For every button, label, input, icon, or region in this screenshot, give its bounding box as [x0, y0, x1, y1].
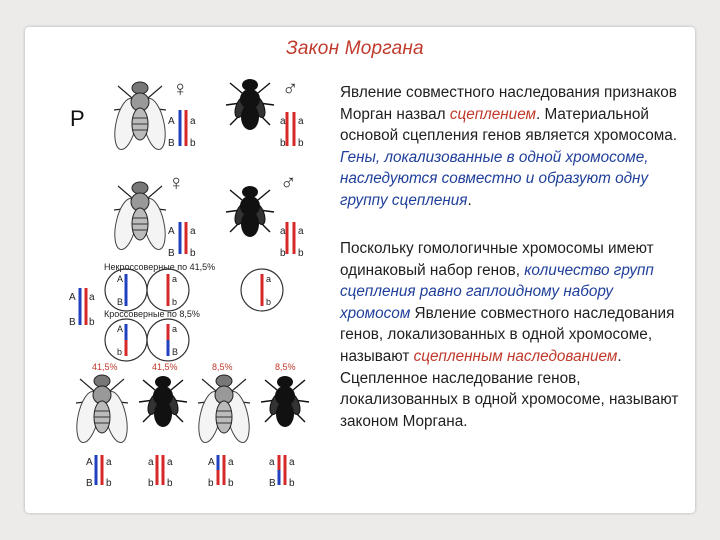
p-label: P [70, 106, 85, 131]
gene-label-b: b [190, 138, 196, 149]
p2-groups-rule: количество групп сцепления равно гаплоидному набору хромосом [340, 261, 654, 322]
gene-label-b: b [280, 138, 286, 149]
crossover-label: Кроссоверные по 8,5% [104, 309, 200, 319]
p1-text-2: . Материальной основой сцепления генов является хромосома. [340, 105, 678, 145]
offspring-fly-gray-short [195, 375, 253, 445]
gene-label-B: B [172, 347, 179, 357]
female-fly-hybrid [111, 182, 169, 252]
gene-label-a: a [167, 457, 173, 468]
gamete-aB [147, 319, 189, 361]
male-symbol-icon: ♂ [280, 170, 297, 195]
male-symbol-icon: ♂ [282, 76, 299, 101]
left-chromosome-pair [80, 288, 86, 325]
p1-term-linkage: сцеплением [449, 105, 537, 123]
offspring-pct-1: 41,5% [92, 362, 118, 372]
female-symbol-icon: ♀ [172, 76, 189, 101]
gene-label-b: b [106, 478, 112, 489]
gene-label-A: A [86, 457, 93, 468]
gene-label-B: B [117, 297, 124, 307]
gene-label-a: a [148, 457, 154, 468]
gene-label-a: a [280, 226, 286, 237]
offspring-chromosomes-2 [157, 455, 163, 485]
gene-label-a: a [172, 274, 178, 284]
chromosomes-AB-ab-f1 [180, 222, 186, 254]
gene-label-A: A [117, 324, 124, 334]
gene-label-a: a [106, 457, 112, 468]
gene-label-b: b [298, 138, 304, 149]
p1-text-1: Явление совместного наследования признаков Морган назвал [340, 84, 677, 123]
gene-label-B: B [269, 478, 276, 489]
gamete-ab [147, 269, 189, 311]
gamete-Ab [105, 319, 147, 361]
gene-label-a: a [190, 116, 196, 127]
gene-label-a: a [289, 457, 295, 468]
gene-label-b: b [298, 248, 304, 259]
offspring-pct-2: 41,5% [152, 362, 178, 372]
offspring-chromosomes-1 [96, 455, 102, 485]
gene-label-a: a [298, 226, 304, 237]
offspring-fly-gray-long [73, 375, 131, 445]
gene-label-b: b [190, 248, 196, 259]
noncrossover-label: Некроссоверные по 41,5% [104, 262, 216, 272]
gene-label-A: A [168, 226, 175, 237]
gene-label-a: a [190, 226, 196, 237]
gene-label-B: B [69, 317, 76, 328]
gamete-ab-male [241, 269, 283, 311]
gene-label-A: A [168, 116, 175, 127]
gene-label-a: a [228, 457, 234, 468]
gene-label-a: a [89, 292, 95, 303]
gene-label-b: b [266, 297, 272, 307]
offspring-pct-4: 8,5% [275, 362, 296, 372]
gene-label-a: a [298, 116, 304, 127]
p1-definition: Гены, локализованные в одной хромосоме, наследуются совместно и образуют одну группу сцепления [340, 148, 649, 209]
female-symbol-icon: ♀ [168, 170, 185, 195]
gene-label-A: A [117, 274, 124, 284]
gene-label-a: a [269, 457, 275, 468]
offspring-fly-black-short [139, 376, 187, 427]
gene-label-A: A [208, 457, 215, 468]
offspring-chromosomes-4 [279, 455, 285, 485]
gene-label-b: b [228, 478, 234, 489]
female-fly-gray-long-wings [111, 82, 169, 152]
gene-label-B: B [168, 248, 175, 259]
gene-label-B: B [168, 138, 175, 149]
gene-label-b: b [289, 478, 295, 489]
p2-term-linked-inheritance: сцепленным наследованием [413, 347, 618, 365]
offspring-chromosomes-3 [218, 455, 224, 485]
gene-label-b: b [280, 248, 286, 259]
gene-label-b: b [167, 478, 173, 489]
gene-label-a: a [280, 116, 286, 127]
chromosomes-ab-ab-test [287, 222, 294, 254]
p2-text-3: локализованных в одной хромосоме, называют [340, 326, 653, 365]
chromosomes-ab-ab [287, 112, 294, 146]
p1-text-3: . [467, 191, 472, 209]
p2-text-2: Явление совместного наследования генов, [340, 304, 675, 344]
slide-title: Закон Моргана [286, 38, 424, 59]
gene-label-b: b [148, 478, 154, 489]
gene-label-a: a [172, 324, 178, 334]
gene-label-a: a [266, 274, 272, 284]
gene-label-A: A [69, 292, 76, 303]
gene-label-b: b [208, 478, 214, 489]
gene-label-b: b [89, 317, 95, 328]
gamete-AB [105, 269, 147, 311]
male-fly-black-short-wings [226, 79, 274, 130]
chromosomes-AB-ab [180, 110, 186, 146]
p2-text-1: Поскольку гомологичные хромосомы имеют одинаковый набор генов, [340, 240, 654, 279]
gene-label-B: B [86, 478, 93, 489]
gene-label-b: b [172, 297, 178, 307]
offspring-fly-black-long [261, 376, 309, 427]
p2-text-4: . Сцепленное наследование генов, локализованных в одной хромосоме, называют законом Моргана. [340, 347, 679, 430]
offspring-pct-3: 8,5% [212, 362, 233, 372]
male-fly-black-test [226, 186, 274, 237]
gene-label-b: b [117, 347, 123, 357]
